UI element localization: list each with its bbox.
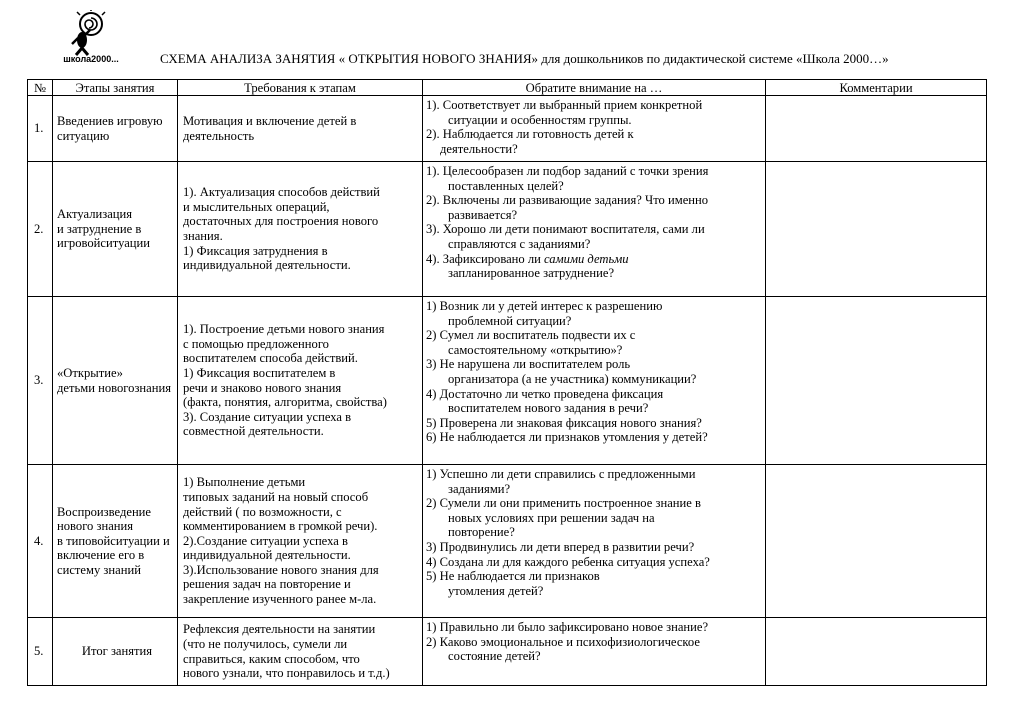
analysis-table — [27, 79, 987, 686]
requirement-line: действий ( по возможности, с — [183, 504, 342, 519]
stage-line: игровой — [57, 236, 101, 251]
attention-line: 4) Достаточно ли четко проведена фиксация — [426, 386, 664, 401]
logo-figure-icon — [60, 10, 122, 56]
attention-line: 3). Хорошо ли дети понимают воспитателя, сами ли — [426, 222, 705, 237]
requirement-line: комментированием в громкой речи). — [183, 519, 378, 534]
stage-text — [57, 505, 177, 578]
stage-line: «Открытие» — [57, 365, 123, 380]
header-requirements: Требования к этапам — [178, 80, 423, 96]
attention-line: 1). Соответствует ли выбранный прием конкретной — [426, 98, 703, 112]
stage-line: и затруднение в — [57, 221, 142, 236]
requirement-line: закрепление изученного ранее м-ла. — [183, 592, 377, 607]
stage-line: нового знания — [57, 519, 134, 534]
attention-line: 2) Сумели ли они применить построенное знание в — [426, 496, 701, 511]
stage-text — [57, 114, 177, 143]
requirement-line: 1) Фиксация затруднения в — [183, 243, 328, 258]
comment-cell[interactable] — [766, 618, 987, 686]
requirement-line: речи и знаково нового знания — [183, 380, 342, 395]
row-number: 5. — [28, 618, 53, 686]
header-comments: Комментарии — [766, 80, 987, 96]
attention-line: организатора (а не участника) коммуникации? — [448, 371, 697, 386]
attention-cell — [423, 96, 766, 162]
header-stage: Этапы занятия — [53, 80, 178, 96]
attention-line: 2). Наблюдается ли готовность детей к — [426, 127, 634, 142]
stage-line: включение его в — [57, 548, 145, 563]
attention-line: 2) Сумел ли воспитатель подвести их с — [426, 328, 636, 343]
requirement-line: (факта, понятия, алгоритма, свойства) — [183, 395, 387, 410]
attention-line: проблемной ситуации? — [448, 313, 572, 328]
attention-line: ситуации и особенностям группы. — [448, 112, 632, 127]
attention-line: утомления детей? — [448, 583, 544, 598]
attention-line: повторение? — [448, 525, 515, 540]
attention-line: деятельности? — [440, 141, 518, 156]
requirement-line: 1). Актуализация способов действий — [183, 185, 380, 200]
attention-line: 2). Включены ли развивающие задания? Что именно — [426, 193, 709, 208]
stage-line: Введение — [57, 113, 108, 128]
requirement-line: совместной деятельности. — [183, 424, 324, 439]
stage-cell — [53, 297, 178, 465]
stage-text — [82, 644, 152, 659]
attention-line: справляются с заданиями? — [448, 236, 591, 251]
attention-line: 1). Целесообразен ли подбор заданий с точки зрения — [426, 164, 709, 178]
stage-line: детьми нового — [57, 380, 135, 395]
attention-cell — [423, 618, 766, 686]
header-attention: Обратите внимание на … — [423, 80, 766, 96]
attention-line: 5) Проверена ли знаковая фиксация нового знания? — [426, 415, 702, 430]
requirement-line: воспитателем способа действий. — [183, 351, 358, 366]
attention-line: заданиями? — [448, 481, 511, 496]
table-row — [28, 465, 987, 618]
requirement-line: достаточных для построения нового — [183, 214, 379, 229]
requirements-cell — [178, 96, 423, 162]
requirement-line: 1) Фиксация воспитателем в — [183, 365, 336, 380]
attention-line: 1) Возник ли у детей интерес к разрешению — [426, 299, 663, 313]
row-number: 2. — [28, 162, 53, 297]
stage-cell — [53, 162, 178, 297]
attention-line: 1) Правильно ли было зафиксировано новое знание? — [426, 620, 709, 634]
stage-cell — [53, 96, 178, 162]
comment-cell[interactable] — [766, 465, 987, 618]
requirement-line: Рефлексия деятельности на занятии — [183, 622, 376, 637]
comment-cell[interactable] — [766, 96, 987, 162]
requirement-line: индивидуальной деятельности. — [183, 258, 351, 273]
attention-cell — [423, 297, 766, 465]
requirements-cell — [178, 162, 423, 297]
requirement-line: справиться, каким способом, что — [183, 651, 360, 666]
requirement-line: 3). Создание ситуации успеха в — [183, 409, 352, 424]
requirement-line: и мыслительных операций, — [183, 199, 330, 214]
requirements-cell — [178, 618, 423, 686]
requirement-line: 1) Выполнение детьми — [183, 475, 306, 490]
requirement-line: знания. — [183, 229, 223, 243]
requirement-line: деятельность — [183, 128, 255, 143]
table-row — [28, 297, 987, 465]
stage-text — [57, 207, 177, 251]
attention-line: 2) Каково эмоциональное и психофизиологическое — [426, 634, 700, 649]
attention-line: воспитателем нового задания в речи? — [448, 401, 649, 416]
page-title: СХЕМА АНАЛИЗА ЗАНЯТИЯ « ОТКРЫТИЯ НОВОГО ЗНАНИЯ» для дошкольников по дидактической системе «Школа 2000…» — [160, 51, 889, 66]
attention-cell — [423, 162, 766, 297]
table-row — [28, 618, 987, 686]
attention-cell — [423, 465, 766, 618]
stage-line: в игровую — [107, 113, 163, 128]
row-number: 4. — [28, 465, 53, 618]
comment-cell[interactable] — [766, 162, 987, 297]
stage-line: Актуализация — [57, 207, 133, 222]
requirements-cell — [178, 465, 423, 618]
attention-line: запланированное затруднение? — [448, 266, 615, 281]
attention-line: 3) Не нарушена ли воспитателем роль — [426, 357, 631, 372]
requirements-cell — [178, 297, 423, 465]
stage-line: Воспроизведение — [57, 504, 152, 519]
table-header-row — [28, 80, 987, 96]
row-number: 3. — [28, 297, 53, 465]
school-2000-logo — [60, 10, 122, 70]
stage-line: в типовой — [57, 533, 111, 548]
attention-line: 1) Успешно ли дети справились с предложенными — [426, 467, 696, 481]
requirement-line: 3).Использование нового знания для — [183, 562, 379, 577]
logo-text: школа2000... — [63, 54, 119, 64]
attention-emphasis: самими детьми — [544, 251, 629, 266]
attention-line: 4). Зафиксировано ли самими детьми — [426, 251, 629, 266]
requirement-line: 2).Создание ситуации успеха в — [183, 533, 348, 548]
requirement-line: решения задач на повторение и — [183, 577, 351, 592]
requirement-line: нового узнали, что понравилось и т.д.) — [183, 666, 390, 681]
attention-line: состояние детей? — [448, 649, 541, 664]
table-row — [28, 96, 987, 162]
attention-line: 4) Создана ли для каждого ребенка ситуация успеха? — [426, 554, 710, 569]
stage-cell — [53, 465, 178, 618]
stage-line: систему знаний — [57, 562, 141, 577]
attention-line: самостоятельному «открытию»? — [448, 342, 623, 357]
requirement-line: с помощью предложенного — [183, 336, 329, 351]
requirement-line: типовых заданий на новый способ — [183, 489, 369, 504]
attention-line: новых условиях при решении задач на — [448, 510, 655, 525]
stage-text — [57, 366, 177, 395]
stage-cell — [53, 618, 178, 686]
row-number: 1. — [28, 96, 53, 162]
attention-line: 5) Не наблюдается ли признаков — [426, 569, 600, 584]
stage-line: ситуации и — [110, 533, 170, 548]
requirement-line: индивидуальной деятельности. — [183, 548, 351, 563]
requirement-line: (что не получилось, сумели ли — [183, 636, 348, 651]
attention-line: поставленных целей? — [448, 178, 564, 193]
requirement-line: Мотивация и включение детей в — [183, 113, 357, 128]
stage-line: ситуацию — [57, 128, 110, 143]
stage-line: знания — [134, 380, 172, 395]
attention-line: 6) Не наблюдается ли признаков утомления у детей? — [426, 430, 708, 445]
comment-cell[interactable] — [766, 297, 987, 465]
attention-line: развивается? — [448, 207, 518, 222]
table-row — [28, 162, 987, 297]
stage-line: ситуации — [100, 236, 151, 251]
requirement-line: 1). Построение детьми нового знания — [183, 322, 385, 337]
attention-line: 3) Продвинулись ли дети вперед в развитии речи? — [426, 539, 695, 554]
stage-line: Итог занятия — [81, 644, 153, 659]
header-num: № — [28, 80, 53, 96]
